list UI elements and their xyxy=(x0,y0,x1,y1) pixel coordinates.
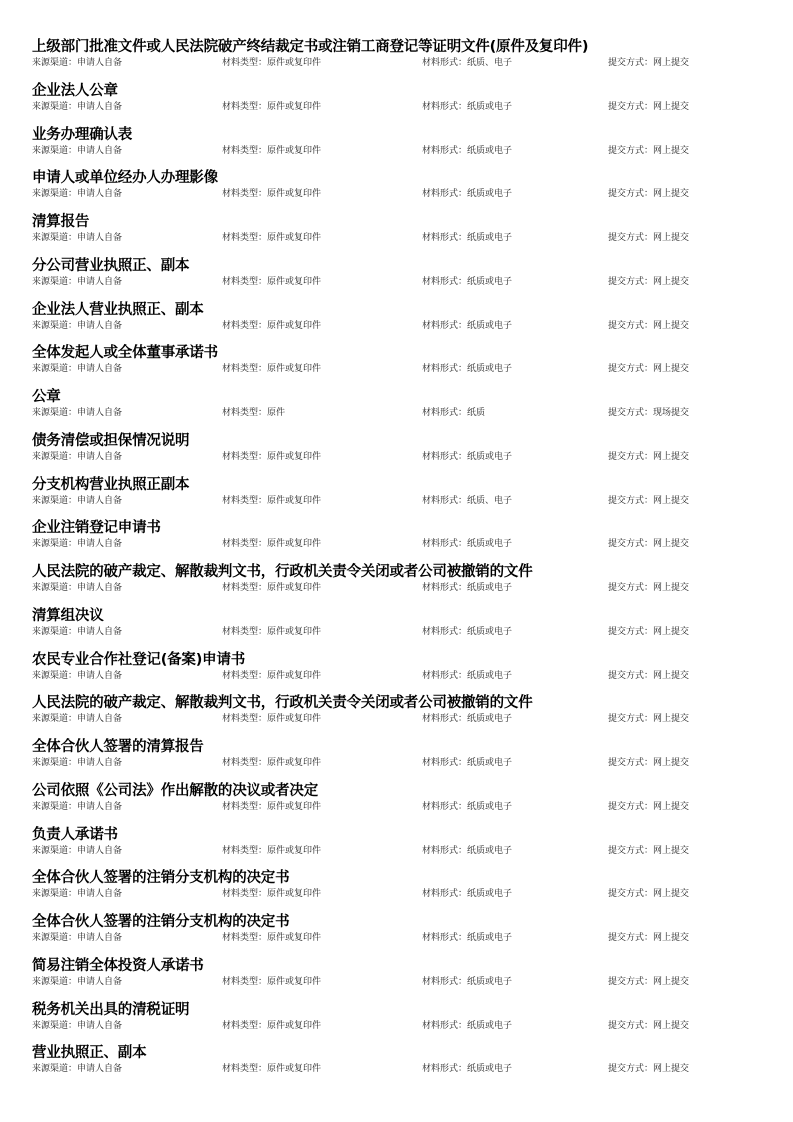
material-item xyxy=(0,606,793,650)
material-item xyxy=(0,912,793,956)
material-meta xyxy=(0,100,793,114)
material-item xyxy=(0,737,793,781)
material-title: 全体合伙人签署的清算报告 xyxy=(32,739,204,755)
material-form: 材料形式：纸质、电子 xyxy=(422,495,513,506)
source-channel: 来源渠道：申请人自备 xyxy=(32,320,123,331)
material-item xyxy=(0,475,793,519)
material-form: 材料形式：纸质或电子 xyxy=(422,1064,513,1075)
material-type: 材料类型：原件或复印件 xyxy=(222,670,322,681)
source-channel: 来源渠道：申请人自备 xyxy=(32,233,123,243)
material-item xyxy=(0,125,793,169)
material-type: 材料类型：原件或复印件 xyxy=(222,801,322,812)
material-form: 材料形式：纸质、电子 xyxy=(422,58,513,68)
material-meta xyxy=(0,406,793,420)
submit-method: 提交方式：网上提交 xyxy=(608,539,690,550)
material-type: 材料类型：原件或复印件 xyxy=(222,714,322,725)
submit-method: 提交方式：网上提交 xyxy=(608,583,690,593)
submit-method: 提交方式：网上提交 xyxy=(608,976,690,987)
materials-list xyxy=(0,37,793,1087)
material-form: 材料形式：纸质或电子 xyxy=(422,714,513,725)
material-title: 负责人承诺书 xyxy=(32,826,118,843)
submit-method: 提交方式：网上提交 xyxy=(608,933,690,943)
submit-method: 提交方式：网上提交 xyxy=(608,1064,690,1075)
material-title: 企业注销登记申请书 xyxy=(32,520,161,537)
material-item xyxy=(0,825,793,869)
material-form: 材料形式：纸质或电子 xyxy=(422,670,513,681)
source-channel: 来源渠道：申请人自备 xyxy=(32,889,123,900)
submit-method: 提交方式：网上提交 xyxy=(608,670,690,681)
material-type: 材料类型：原件或复印件 xyxy=(222,933,322,943)
material-item xyxy=(0,650,793,694)
material-form: 材料形式：纸质或电子 xyxy=(422,233,513,243)
material-meta xyxy=(0,275,793,289)
material-meta xyxy=(0,144,793,158)
source-channel: 来源渠道：申请人自备 xyxy=(32,845,123,856)
material-type: 材料类型：原件或复印件 xyxy=(222,233,322,243)
material-form: 材料形式：纸质或电子 xyxy=(422,276,513,287)
material-item xyxy=(0,781,793,825)
material-title: 公司依照《公司法》作出解散的决议或者决定 xyxy=(32,782,318,799)
material-item xyxy=(0,387,793,431)
source-channel: 来源渠道：申请人自备 xyxy=(32,801,123,812)
submit-method: 提交方式：网上提交 xyxy=(608,1020,690,1031)
source-channel: 来源渠道：申请人自备 xyxy=(32,626,123,637)
source-channel: 来源渠道：申请人自备 xyxy=(32,408,123,418)
material-type: 材料类型：原件或复印件 xyxy=(222,1064,322,1075)
submit-method: 提交方式：网上提交 xyxy=(608,495,690,506)
source-channel: 来源渠道：申请人自备 xyxy=(32,670,123,681)
material-type: 材料类型：原件或复印件 xyxy=(222,758,322,768)
submit-method: 提交方式：网上提交 xyxy=(608,889,690,900)
material-type: 材料类型：原件或复印件 xyxy=(222,145,322,156)
submit-method: 提交方式：网上提交 xyxy=(608,58,690,68)
material-type: 材料类型：原件或复印件 xyxy=(222,320,322,331)
material-form: 材料形式：纸质或电子 xyxy=(422,451,513,462)
source-channel: 来源渠道：申请人自备 xyxy=(32,451,123,462)
material-title: 企业法人公章 xyxy=(32,82,118,99)
material-meta xyxy=(0,669,793,683)
material-title: 申请人或单位经办人办理影像 xyxy=(32,170,218,187)
material-type: 材料类型：原件或复印件 xyxy=(222,189,322,200)
material-meta xyxy=(0,187,793,201)
material-item xyxy=(0,431,793,475)
material-form: 材料形式：纸质或电子 xyxy=(422,539,513,550)
material-form: 材料形式：纸质或电子 xyxy=(422,626,513,637)
material-type: 材料类型：原件或复印件 xyxy=(222,58,322,68)
submit-method: 提交方式：网上提交 xyxy=(608,101,690,112)
source-channel: 来源渠道：申请人自备 xyxy=(32,1020,123,1031)
material-item xyxy=(0,518,793,562)
material-form: 材料形式：纸质或电子 xyxy=(422,189,513,200)
material-type: 材料类型：原件或复印件 xyxy=(222,845,322,856)
material-meta xyxy=(0,625,793,639)
material-title: 全体发起人或全体董事承诺书 xyxy=(32,345,218,362)
material-meta xyxy=(0,844,793,858)
material-form: 材料形式：纸质或电子 xyxy=(422,845,513,856)
submit-method: 提交方式：网上提交 xyxy=(608,626,690,637)
source-channel: 来源渠道：申请人自备 xyxy=(32,101,123,112)
material-item xyxy=(0,256,793,300)
material-title: 全体合伙人签署的注销分支机构的决定书 xyxy=(32,870,290,887)
material-title: 上级部门批准文件或人民法院破产终结裁定书或注销工商登记等证明文件(原件及复印件) xyxy=(32,39,589,55)
material-type: 材料类型：原件或复印件 xyxy=(222,101,322,112)
material-type: 材料类型：原件或复印件 xyxy=(222,889,322,900)
submit-method: 提交方式：网上提交 xyxy=(608,714,690,725)
material-meta xyxy=(0,537,793,551)
submit-method: 提交方式：网上提交 xyxy=(608,364,690,375)
source-channel: 来源渠道：申请人自备 xyxy=(32,145,123,156)
material-item xyxy=(0,1000,793,1044)
submit-method: 提交方式：网上提交 xyxy=(608,758,690,768)
material-meta xyxy=(0,712,793,726)
material-form: 材料形式：纸质或电子 xyxy=(422,320,513,331)
material-type: 材料类型：原件或复印件 xyxy=(222,976,322,987)
material-form: 材料形式：纸质或电子 xyxy=(422,933,513,943)
submit-method: 提交方式：网上提交 xyxy=(608,233,690,243)
material-form: 材料形式：纸质或电子 xyxy=(422,145,513,156)
material-title: 农民专业合作社登记(备案)申请书 xyxy=(32,651,246,668)
material-title: 债务清偿或担保情况说明 xyxy=(32,432,190,449)
source-channel: 来源渠道：申请人自备 xyxy=(32,583,123,593)
source-channel: 来源渠道：申请人自备 xyxy=(32,58,123,68)
material-item xyxy=(0,1043,793,1087)
material-form: 材料形式：纸质或电子 xyxy=(422,583,513,593)
material-meta xyxy=(0,231,793,245)
submit-method: 提交方式：网上提交 xyxy=(608,145,690,156)
material-title: 企业法人营业执照正、副本 xyxy=(32,301,204,318)
material-meta xyxy=(0,319,793,333)
submit-method: 提交方式：网上提交 xyxy=(608,801,690,812)
material-form: 材料形式：纸质或电子 xyxy=(422,364,513,375)
source-channel: 来源渠道：申请人自备 xyxy=(32,539,123,550)
material-type: 材料类型：原件或复印件 xyxy=(222,1020,322,1031)
submit-method: 提交方式：现场提交 xyxy=(608,408,690,418)
material-title: 业务办理确认表 xyxy=(32,126,133,143)
material-meta xyxy=(0,931,793,945)
material-title: 全体合伙人签署的注销分支机构的决定书 xyxy=(32,914,290,930)
source-channel: 来源渠道：申请人自备 xyxy=(32,758,123,768)
material-title: 公章 xyxy=(32,389,61,405)
material-type: 材料类型：原件或复印件 xyxy=(222,495,322,506)
material-meta xyxy=(0,362,793,376)
material-type: 材料类型：原件或复印件 xyxy=(222,451,322,462)
material-form: 材料形式：纸质或电子 xyxy=(422,801,513,812)
material-title: 人民法院的破产裁定、解散裁判文书，行政机关责令关闭或者公司被撤销的文件 xyxy=(32,564,533,580)
material-type: 材料类型：原件或复印件 xyxy=(222,276,322,287)
material-meta xyxy=(0,800,793,814)
submit-method: 提交方式：网上提交 xyxy=(608,451,690,462)
source-channel: 来源渠道：申请人自备 xyxy=(32,976,123,987)
submit-method: 提交方式：网上提交 xyxy=(608,845,690,856)
material-meta xyxy=(0,975,793,989)
material-type: 材料类型：原件或复印件 xyxy=(222,583,322,593)
material-meta xyxy=(0,1019,793,1033)
material-item xyxy=(0,300,793,344)
material-form: 材料形式：纸质或电子 xyxy=(422,758,513,768)
source-channel: 来源渠道：申请人自备 xyxy=(32,933,123,943)
source-channel: 来源渠道：申请人自备 xyxy=(32,495,123,506)
material-type: 材料类型：原件 xyxy=(222,408,286,418)
material-meta xyxy=(0,887,793,901)
material-title: 清算组决议 xyxy=(32,607,104,624)
submit-method: 提交方式：网上提交 xyxy=(608,189,690,200)
material-type: 材料类型：原件或复印件 xyxy=(222,364,322,375)
material-title: 营业执照正、副本 xyxy=(32,1045,147,1062)
material-form: 材料形式：纸质 xyxy=(422,408,486,418)
material-item xyxy=(0,562,793,606)
material-title: 分公司营业执照正、副本 xyxy=(32,257,190,274)
material-item xyxy=(0,81,793,125)
source-channel: 来源渠道：申请人自备 xyxy=(32,364,123,375)
material-title: 税务机关出具的清税证明 xyxy=(32,1001,190,1018)
material-meta xyxy=(0,56,793,70)
material-title: 清算报告 xyxy=(32,214,90,230)
material-meta xyxy=(0,581,793,595)
material-item xyxy=(0,956,793,1000)
material-meta xyxy=(0,756,793,770)
submit-method: 提交方式：网上提交 xyxy=(608,320,690,331)
source-channel: 来源渠道：申请人自备 xyxy=(32,714,123,725)
material-type: 材料类型：原件或复印件 xyxy=(222,626,322,637)
material-form: 材料形式：纸质或电子 xyxy=(422,976,513,987)
material-item xyxy=(0,212,793,256)
material-form: 材料形式：纸质或电子 xyxy=(422,1020,513,1031)
material-item xyxy=(0,37,793,81)
material-title: 分支机构营业执照正副本 xyxy=(32,476,190,493)
material-meta xyxy=(0,450,793,464)
submit-method: 提交方式：网上提交 xyxy=(608,276,690,287)
source-channel: 来源渠道：申请人自备 xyxy=(32,189,123,200)
material-item xyxy=(0,168,793,212)
source-channel: 来源渠道：申请人自备 xyxy=(32,276,123,287)
material-title: 简易注销全体投资人承诺书 xyxy=(32,957,204,974)
material-meta xyxy=(0,1062,793,1076)
material-form: 材料形式：纸质或电子 xyxy=(422,889,513,900)
material-item xyxy=(0,868,793,912)
material-item xyxy=(0,343,793,387)
material-item xyxy=(0,693,793,737)
material-title: 人民法院的破产裁定、解散裁判文书，行政机关责令关闭或者公司被撤销的文件 xyxy=(32,695,533,712)
material-meta xyxy=(0,494,793,508)
material-form: 材料形式：纸质或电子 xyxy=(422,101,513,112)
source-channel: 来源渠道：申请人自备 xyxy=(32,1064,123,1075)
material-type: 材料类型：原件或复印件 xyxy=(222,539,322,550)
